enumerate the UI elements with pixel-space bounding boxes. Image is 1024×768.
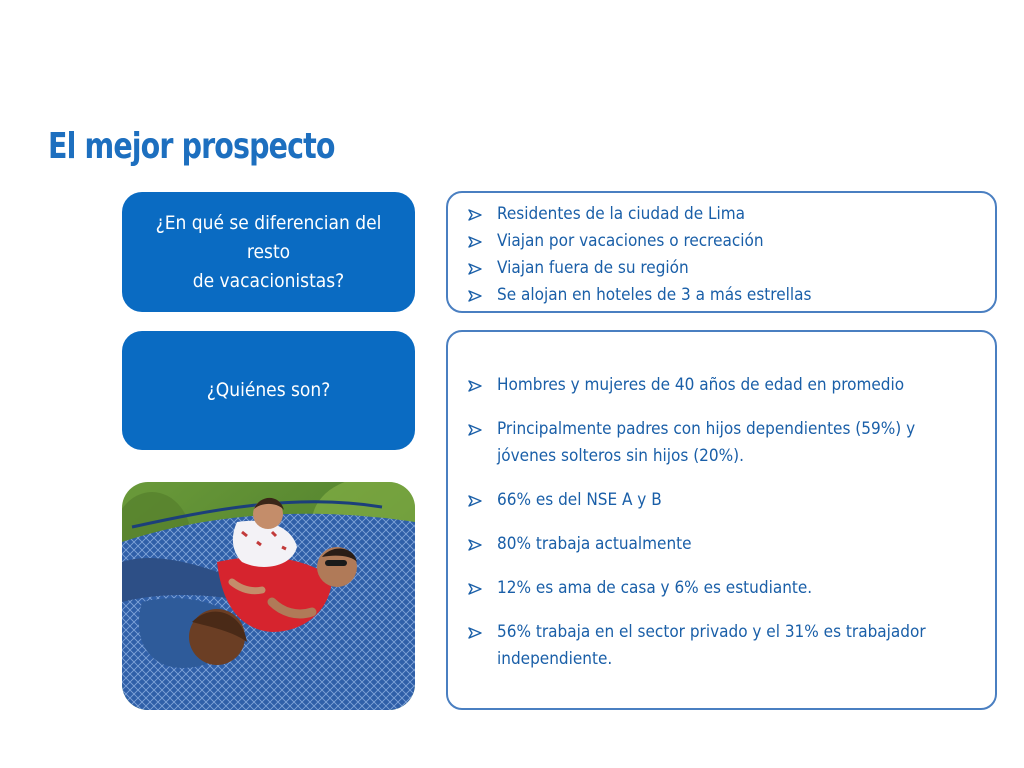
question-text-line2: de vacacionistas? xyxy=(192,269,345,292)
arrow-bullet-icon xyxy=(468,263,482,275)
list-item xyxy=(468,575,975,602)
list-item xyxy=(468,531,975,558)
list-item-text: 66% es del NSE A y B xyxy=(497,490,662,510)
arrow-bullet-icon xyxy=(468,583,482,595)
list-item xyxy=(468,201,995,228)
list-item xyxy=(468,255,995,282)
arrow-bullet-icon xyxy=(468,495,482,507)
arrow-bullet-icon xyxy=(468,627,482,639)
list-item-text: Se alojan en hoteles de 3 a más estrellas xyxy=(497,285,812,305)
list-item-text: Principalmente padres con hijos dependientes (59%) y jóvenes solteros sin hijos (20%). xyxy=(497,419,916,466)
question-box-who xyxy=(122,331,415,450)
answer-box-difference xyxy=(446,191,997,313)
question-text-line1: ¿En qué se diferencian del resto xyxy=(155,211,382,263)
list-item xyxy=(468,619,975,673)
family-hammock-photo xyxy=(122,482,415,710)
arrow-bullet-icon xyxy=(468,236,482,248)
question-text: ¿Quiénes son? xyxy=(206,379,331,401)
list-item xyxy=(468,372,975,399)
arrow-bullet-icon xyxy=(468,424,482,436)
list-item-text: 12% es ama de casa y 6% es estudiante. xyxy=(497,578,813,598)
list-item-text: 56% trabaja en el sector privado y el 31% es trabajador independiente. xyxy=(497,622,926,669)
arrow-bullet-icon xyxy=(468,539,482,551)
list-item-text: Viajan por vacaciones o recreación xyxy=(497,231,764,251)
answer-box-who xyxy=(446,330,997,710)
question-box-difference xyxy=(122,192,415,312)
page-title: El mejor prospecto xyxy=(48,126,335,167)
list-item-text: 80% trabaja actualmente xyxy=(497,534,692,554)
arrow-bullet-icon xyxy=(468,290,482,302)
list-item-text: Hombres y mujeres de 40 años de edad en promedio xyxy=(497,375,905,395)
list-item xyxy=(468,282,995,309)
list-item xyxy=(468,228,995,255)
list-item-text: Viajan fuera de su región xyxy=(497,258,689,278)
family-hammock-illustration xyxy=(122,482,415,710)
list-item xyxy=(468,487,975,514)
list-item-text: Residentes de la ciudad de Lima xyxy=(497,204,746,224)
arrow-bullet-icon xyxy=(468,209,482,221)
list-item xyxy=(468,416,975,470)
arrow-bullet-icon xyxy=(468,380,482,392)
